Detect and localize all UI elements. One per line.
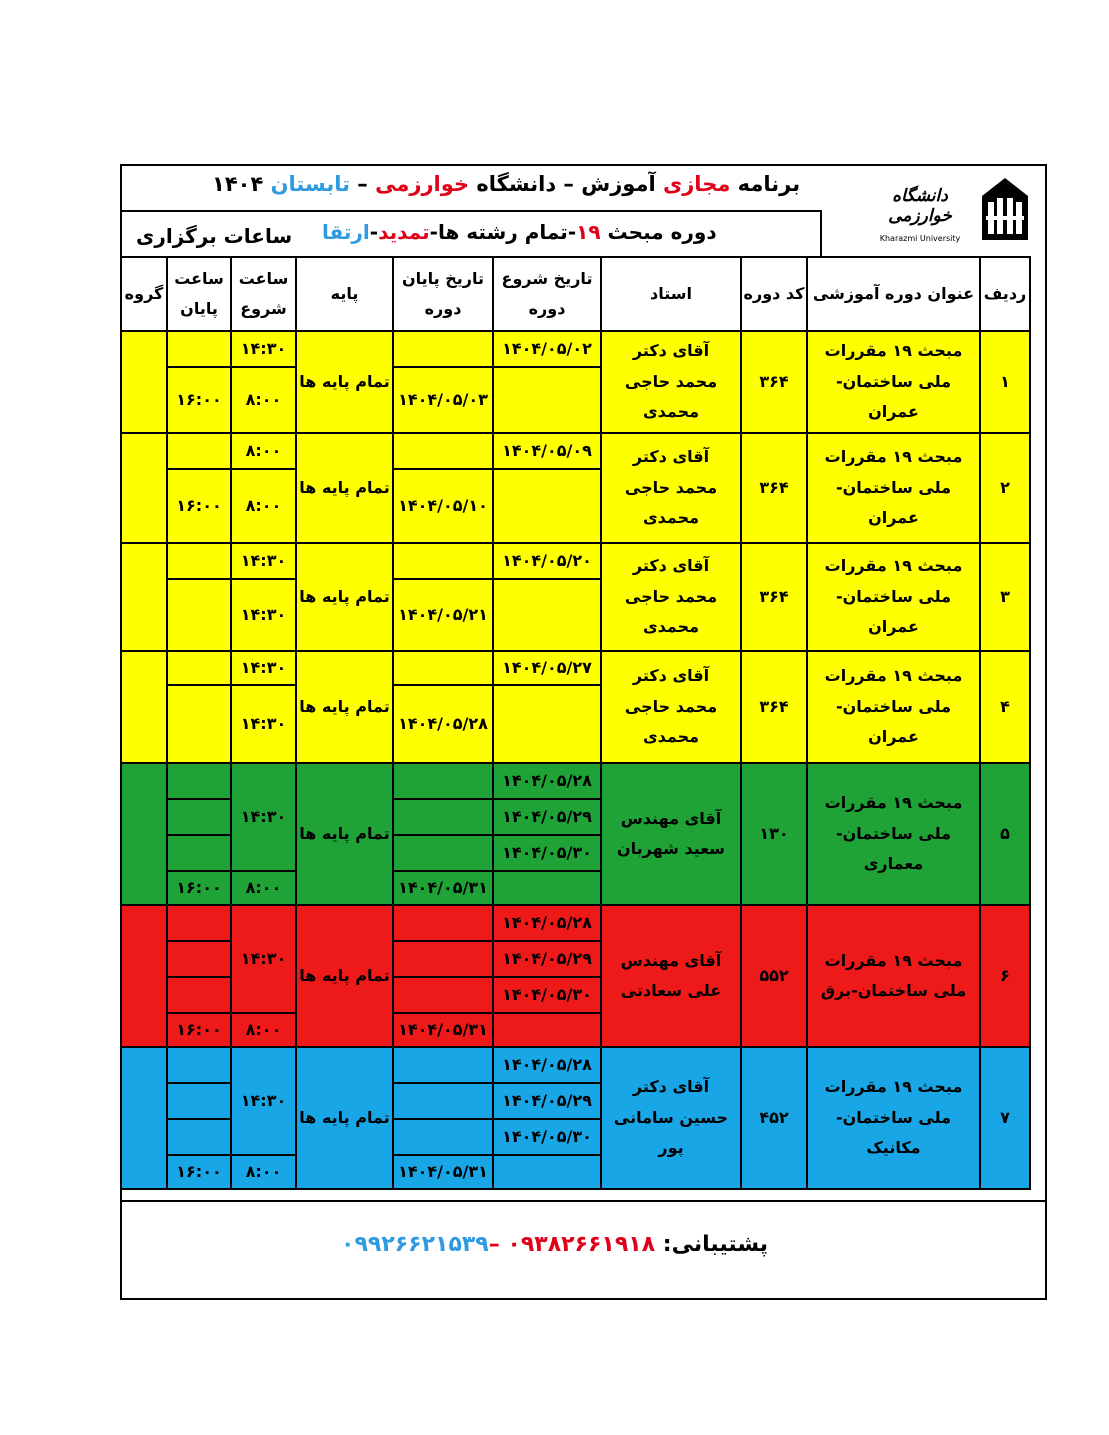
course-title: مبحث ۱۹ مقررات ملی ساختمان-عمران — [807, 651, 980, 763]
support-phone-1: ۰۹۳۸۲۶۶۱۹۱۸ — [507, 1232, 656, 1257]
start-date-empty — [493, 367, 601, 433]
course-code: ۳۶۴ — [741, 543, 807, 651]
course-title: مبحث ۱۹ مقررات ملی ساختمان-عمران — [807, 543, 980, 651]
support-label: پشتیبانی: — [655, 1232, 768, 1257]
header-line1: برنامه مجازی آموزش – دانشگاه خوارزمی – تابستان ۱۴۰۴ — [212, 172, 801, 196]
end-time-empty — [167, 543, 231, 579]
course-code: ۳۶۴ — [741, 651, 807, 763]
start-time: ۸:۰۰ — [231, 871, 296, 905]
group-cell — [121, 543, 167, 651]
start-date-empty — [493, 469, 601, 543]
col-row: ردیف — [980, 257, 1030, 331]
teacher-name: آقای دکتر حسین سامانی پور — [601, 1047, 741, 1189]
teacher-name: آقای دکتر محمد حاجی محمدی — [601, 651, 741, 763]
col-start-date: تاریخ شروع دوره — [493, 257, 601, 331]
end-time: ۱۶:۰۰ — [167, 1155, 231, 1189]
start-date: ۱۴۰۴/۰۵/۲۸ — [493, 905, 601, 941]
base-level: تمام پایه ها — [296, 651, 393, 763]
start-time: ۱۴:۳۰ — [231, 905, 296, 1013]
course-code: ۵۵۲ — [741, 905, 807, 1047]
table-row — [121, 543, 1030, 579]
start-date: ۱۴۰۴/۰۵/۲۷ — [493, 651, 601, 685]
start-time: ۱۴:۳۰ — [231, 1047, 296, 1155]
end-time-empty — [167, 763, 231, 799]
support-line — [0, 1232, 1109, 1257]
row-number: ۶ — [980, 905, 1030, 1047]
col-start-time: ساعت شروع — [231, 257, 296, 331]
course-title: مبحث ۱۹ مقررات ملی ساختمان-مکانیک — [807, 1047, 980, 1189]
end-date: ۱۴۰۴/۰۵/۲۸ — [393, 685, 493, 763]
teacher-name: آقای مهندس علی سعادتی — [601, 905, 741, 1047]
start-date-empty — [493, 1013, 601, 1047]
end-time: ۱۶:۰۰ — [167, 469, 231, 543]
end-date: ۱۴۰۴/۰۵/۱۰ — [393, 469, 493, 543]
hours-label: ساعات برگزاری — [136, 224, 293, 248]
university-logo — [860, 176, 1035, 248]
start-date: ۱۴۰۴/۰۵/۳۰ — [493, 1119, 601, 1155]
end-time — [167, 579, 231, 651]
col-end-time: ساعت پایان — [167, 257, 231, 331]
end-date: ۱۴۰۴/۰۵/۳۱ — [393, 1013, 493, 1047]
course-code: ۴۵۲ — [741, 1047, 807, 1189]
end-date-empty — [393, 977, 493, 1013]
schedule-table — [120, 256, 1031, 1190]
col-end-date: تاریخ پایان دوره — [393, 257, 493, 331]
end-date-empty — [393, 1119, 493, 1155]
teacher-name: آقای مهندس سعید شهربان — [601, 763, 741, 905]
end-date-empty — [393, 799, 493, 835]
base-level: تمام پایه ها — [296, 331, 393, 433]
end-time — [167, 685, 231, 763]
table-row — [121, 331, 1030, 367]
row-number: ۵ — [980, 763, 1030, 905]
group-cell — [121, 905, 167, 1047]
start-date: ۱۴۰۴/۰۵/۰۲ — [493, 331, 601, 367]
end-date: ۱۴۰۴/۰۵/۲۱ — [393, 579, 493, 651]
end-date-empty — [393, 543, 493, 579]
footer-divider — [120, 1200, 1047, 1202]
base-level: تمام پایه ها — [296, 433, 393, 543]
row-number: ۳ — [980, 543, 1030, 651]
start-date: ۱۴۰۴/۰۵/۲۸ — [493, 1047, 601, 1083]
teacher-name: آقای دکتر محمد حاجی محمدی — [601, 433, 741, 543]
start-time: ۸:۰۰ — [231, 1155, 296, 1189]
col-title: عنوان دوره آموزشی — [807, 257, 980, 331]
table-row — [121, 763, 1030, 799]
end-time: ۱۶:۰۰ — [167, 1013, 231, 1047]
start-time: ۱۴:۳۰ — [231, 543, 296, 579]
end-time-empty — [167, 799, 231, 835]
row-number: ۱ — [980, 331, 1030, 433]
end-time-empty — [167, 977, 231, 1013]
start-time: ۱۴:۳۰ — [231, 579, 296, 651]
col-base: پایه — [296, 257, 393, 331]
start-date-empty — [493, 1155, 601, 1189]
start-time: ۸:۰۰ — [231, 469, 296, 543]
table-row — [121, 1047, 1030, 1083]
teacher-name: آقای دکتر محمد حاجی محمدی — [601, 331, 741, 433]
base-level: تمام پایه ها — [296, 1047, 393, 1189]
start-time: ۱۴:۳۰ — [231, 331, 296, 367]
end-time-empty — [167, 433, 231, 469]
start-time: ۸:۰۰ — [231, 433, 296, 469]
end-date-empty — [393, 763, 493, 799]
start-date: ۱۴۰۴/۰۵/۳۰ — [493, 835, 601, 871]
group-cell — [121, 763, 167, 905]
end-date-empty — [393, 651, 493, 685]
end-time-empty — [167, 1083, 231, 1119]
start-time: ۱۴:۳۰ — [231, 685, 296, 763]
col-teacher: استاد — [601, 257, 741, 331]
end-time-empty — [167, 941, 231, 977]
table-row — [121, 651, 1030, 685]
support-separator: – — [488, 1232, 508, 1257]
table-row — [121, 905, 1030, 941]
course-code: ۱۳۰ — [741, 763, 807, 905]
logo-text-en: Kharazmi University — [879, 234, 961, 243]
start-date: ۱۴۰۴/۰۵/۲۹ — [493, 941, 601, 977]
row-number: ۲ — [980, 433, 1030, 543]
course-code: ۳۶۴ — [741, 433, 807, 543]
end-time-empty — [167, 835, 231, 871]
end-date: ۱۴۰۴/۰۵/۳۱ — [393, 871, 493, 905]
end-date-empty — [393, 941, 493, 977]
teacher-name: آقای دکتر محمد حاجی محمدی — [601, 543, 741, 651]
start-time: ۸:۰۰ — [231, 367, 296, 433]
logo-text-fa: دانشگاه خوارزمی — [888, 186, 952, 226]
start-date: ۱۴۰۴/۰۵/۳۰ — [493, 977, 601, 1013]
start-date-empty — [493, 871, 601, 905]
end-time: ۱۶:۰۰ — [167, 871, 231, 905]
end-date-empty — [393, 835, 493, 871]
end-time-empty — [167, 1119, 231, 1155]
course-title: مبحث ۱۹ مقررات ملی ساختمان-عمران — [807, 433, 980, 543]
end-time-empty — [167, 1047, 231, 1083]
start-date-empty — [493, 685, 601, 763]
base-level: تمام پایه ها — [296, 763, 393, 905]
start-date-empty — [493, 579, 601, 651]
start-time: ۸:۰۰ — [231, 1013, 296, 1047]
end-date-empty — [393, 1083, 493, 1119]
header-line2: دوره مبحث ۱۹-تمام رشته ها-تمدید-ارتقا — [322, 220, 717, 244]
end-time-empty — [167, 331, 231, 367]
end-time-empty — [167, 651, 231, 685]
col-group: گروه — [121, 257, 167, 331]
row-number: ۷ — [980, 1047, 1030, 1189]
col-code: کد دوره — [741, 257, 807, 331]
start-time: ۱۴:۳۰ — [231, 763, 296, 871]
end-date-empty — [393, 905, 493, 941]
end-date-empty — [393, 433, 493, 469]
start-date: ۱۴۰۴/۰۵/۲۸ — [493, 763, 601, 799]
group-cell — [121, 1047, 167, 1189]
base-level: تمام پایه ها — [296, 905, 393, 1047]
course-title: مبحث ۱۹ مقررات ملی ساختمان-برق — [807, 905, 980, 1047]
course-code: ۳۶۴ — [741, 331, 807, 433]
group-cell — [121, 651, 167, 763]
start-date: ۱۴۰۴/۰۵/۲۹ — [493, 799, 601, 835]
end-time-empty — [167, 905, 231, 941]
group-cell — [121, 331, 167, 433]
table-row — [121, 433, 1030, 469]
course-title: مبحث ۱۹ مقررات ملی ساختمان-عمران — [807, 331, 980, 433]
end-date: ۱۴۰۴/۰۵/۰۳ — [393, 367, 493, 433]
end-date: ۱۴۰۴/۰۵/۳۱ — [393, 1155, 493, 1189]
start-date: ۱۴۰۴/۰۵/۲۰ — [493, 543, 601, 579]
table-header-row — [121, 257, 1030, 331]
group-cell — [121, 433, 167, 543]
course-title: مبحث ۱۹ مقررات ملی ساختمان-معماری — [807, 763, 980, 905]
end-date-empty — [393, 331, 493, 367]
support-phone-2: ۰۹۹۲۶۶۲۱۵۳۹ — [341, 1232, 489, 1257]
start-time: ۱۴:۳۰ — [231, 651, 296, 685]
start-date: ۱۴۰۴/۰۵/۰۹ — [493, 433, 601, 469]
end-date-empty — [393, 1047, 493, 1083]
base-level: تمام پایه ها — [296, 543, 393, 651]
end-time: ۱۶:۰۰ — [167, 367, 231, 433]
start-date: ۱۴۰۴/۰۵/۲۹ — [493, 1083, 601, 1119]
row-number: ۴ — [980, 651, 1030, 763]
